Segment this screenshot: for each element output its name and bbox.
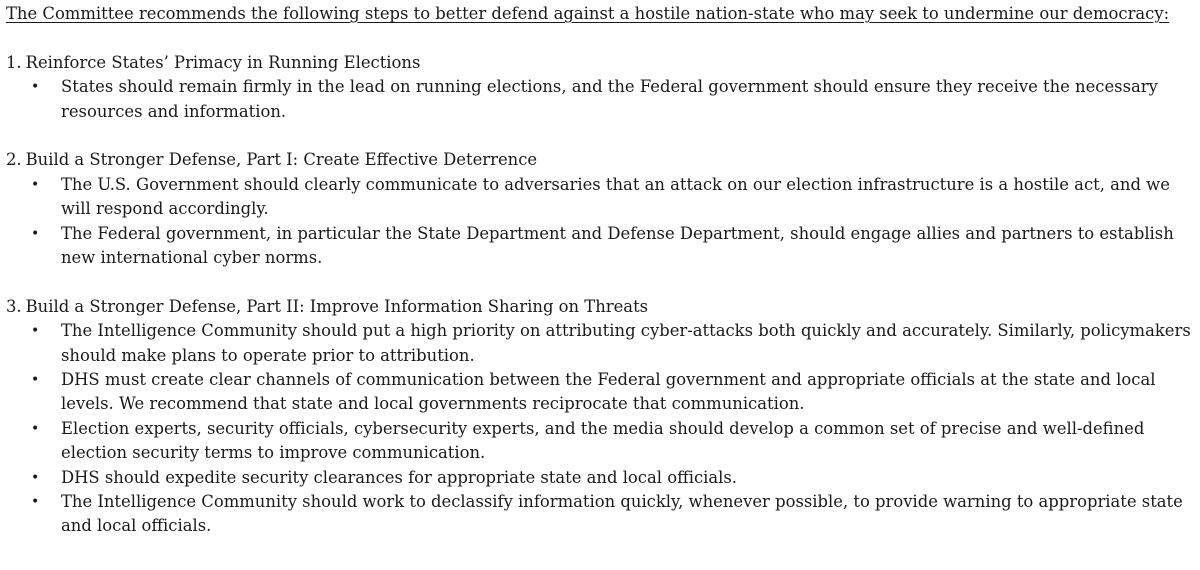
bullet-text: Election experts, security officials, cybersecurity experts, and the media should develop a common set of precise and well-defined election security terms to improve communication.	[61, 418, 1145, 463]
bullet-icon: •	[31, 323, 40, 340]
document-body	[6, 2, 1196, 539]
bullet-item	[6, 490, 1196, 539]
bullet-list	[6, 173, 1196, 271]
bullet-text: States should remain firmly in the lead on running elections, and the Federal government should ensure they receive the necessary resources and information.	[61, 77, 1158, 121]
bullet-icon: •	[31, 420, 40, 437]
bullet-icon: •	[31, 176, 40, 193]
section-title	[6, 51, 1196, 75]
bullet-icon: •	[31, 469, 40, 486]
section-title	[6, 295, 1196, 319]
bullet-item	[6, 319, 1196, 368]
bullet-text: The Intelligence Community should put a high priority on attributing cyber-attacks both quickly and accurately. Similarly, policymakers should make plans to operate prior to attribution.	[61, 321, 1191, 365]
bullet-icon: •	[31, 372, 40, 389]
bullet-item	[6, 75, 1196, 124]
section-number: 3.	[6, 296, 22, 316]
recommendation-section	[6, 148, 1196, 270]
bullet-text: DHS must create clear channels of communication between the Federal government and appropriate officials at the state and local levels. We recommend that state and local governments reciprocate that communication.	[61, 370, 1156, 414]
bullet-item	[6, 417, 1196, 466]
bullet-icon: •	[31, 225, 40, 242]
bullet-item	[6, 222, 1196, 271]
section-number: 2.	[6, 150, 22, 170]
intro-heading: The Committee recommends the following steps to better defend against a hostile nation-state who may seek to undermine our democracy:	[6, 4, 1170, 23]
bullet-text: The U.S. Government should clearly communicate to adversaries that an attack on our election infrastructure is a hostile act, and we will respond accordingly.	[61, 174, 1170, 219]
section-title	[6, 148, 1196, 172]
bullet-icon: •	[31, 494, 40, 511]
bullet-item	[6, 368, 1196, 417]
section-number: 1.	[6, 52, 22, 72]
section-title-text: Reinforce States’ Primacy in Running Elections	[25, 52, 421, 72]
bullet-text: The Federal government, in particular the State Department and Defense Department, should engage allies and partners to establish new international cyber norms.	[61, 223, 1174, 268]
bullet-text: The Intelligence Community should work to declassify information quickly, whenever possible, to provide warning to appropriate state and local officials.	[61, 492, 1183, 536]
bullet-icon: •	[31, 79, 40, 96]
recommendation-section	[6, 295, 1196, 539]
bullet-item	[6, 466, 1196, 490]
section-title-text: Build a Stronger Defense, Part II: Improve Information Sharing on Threats	[25, 296, 649, 316]
bullet-list	[6, 75, 1196, 124]
bullet-list	[6, 319, 1196, 539]
recommendation-section	[6, 51, 1196, 124]
section-title-text: Build a Stronger Defense, Part I: Create Effective Deterrence	[25, 150, 538, 170]
bullet-item	[6, 173, 1196, 222]
bullet-text: DHS should expedite security clearances for appropriate state and local officials.	[61, 467, 738, 487]
